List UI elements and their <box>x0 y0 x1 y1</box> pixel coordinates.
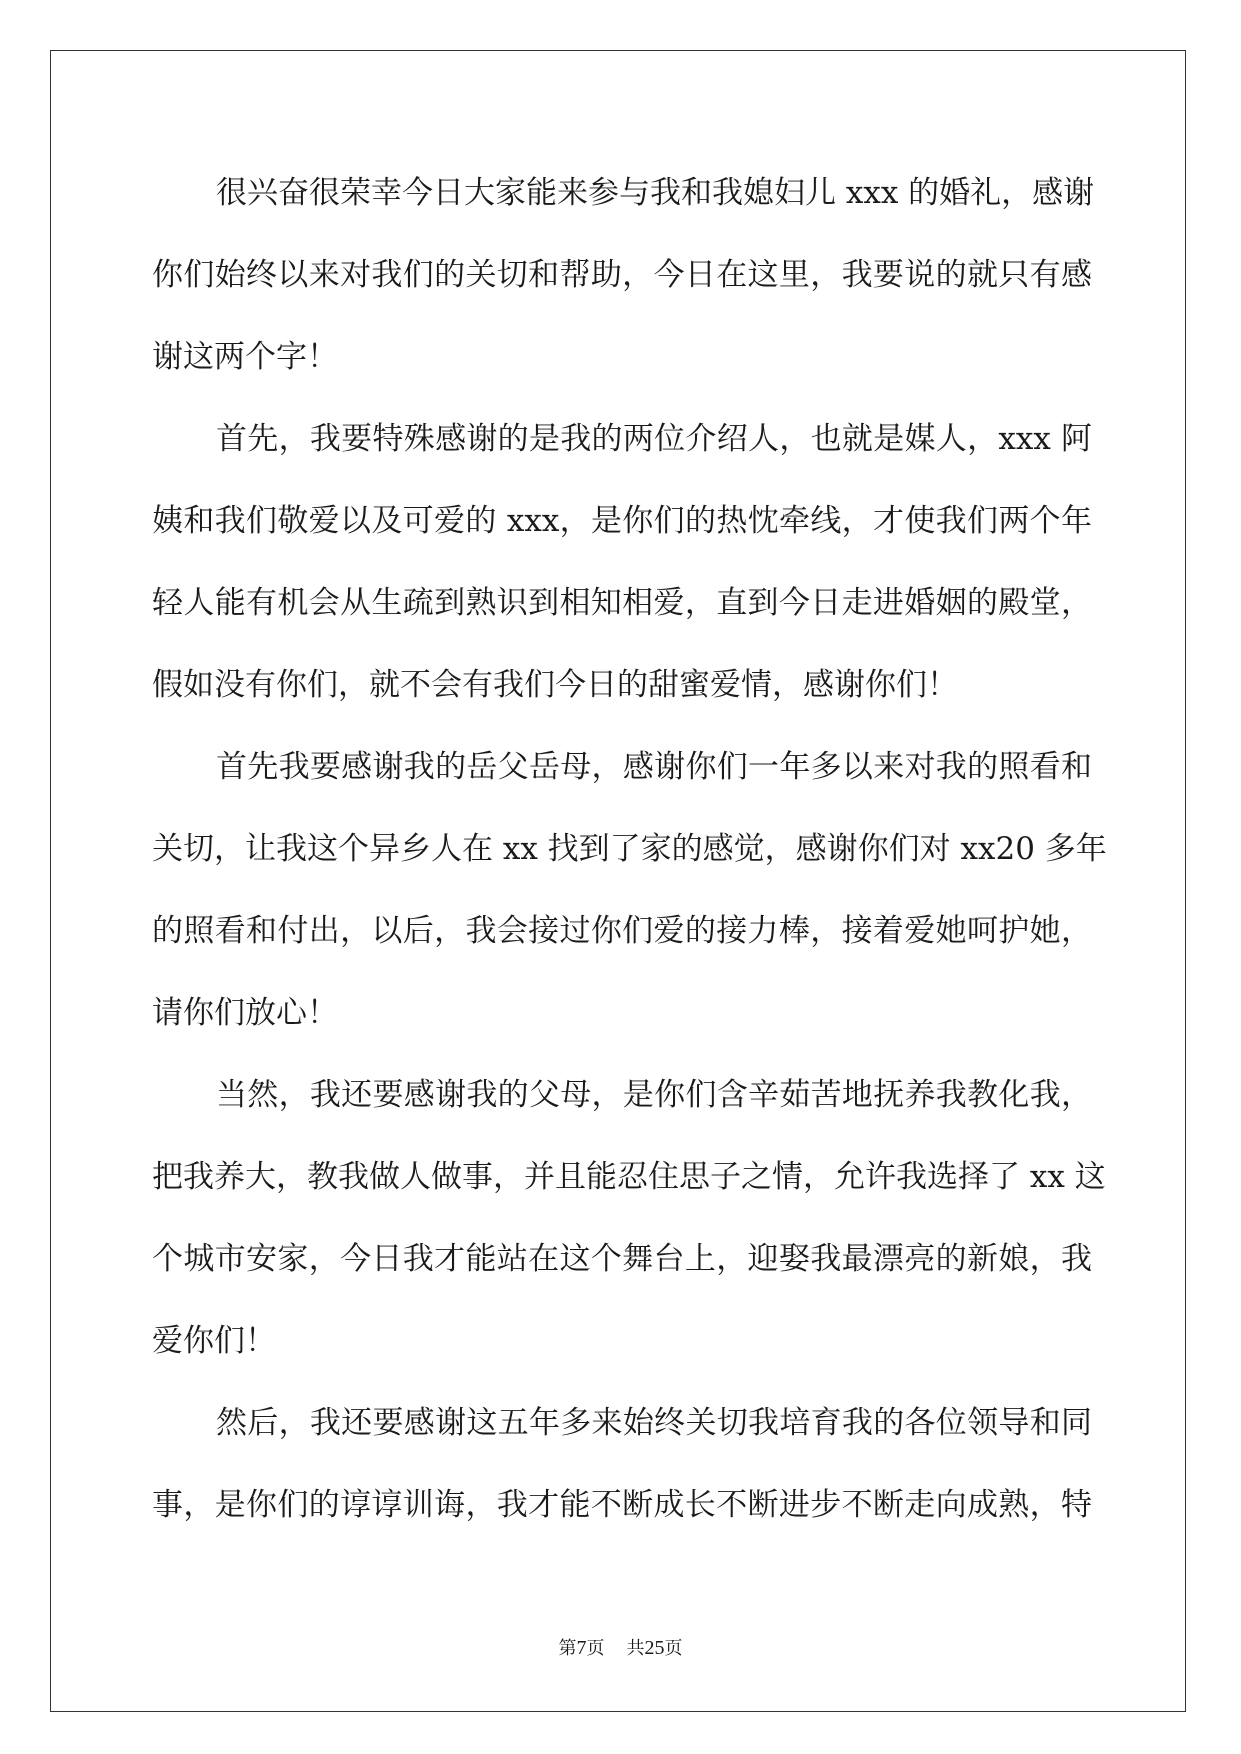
text-line: 首先我要感谢我的岳父岳母，感谢你们一年多以来对我的照看和 <box>216 749 1092 785</box>
text-line: 事，是你们的谆谆训诲，我才能不断成长不断进步不断走向成熟，特 <box>152 1487 1092 1523</box>
text-line: 轻人能有机会从生疏到熟识到相知相爱，直到今日走进婚姻的殿堂， <box>152 585 1092 621</box>
text-line: 首先，我要特殊感谢的是我的两位介绍人，也就是媒人，xxx 阿 <box>216 421 1092 457</box>
text-line: 的照看和付出，以后，我会接过你们爱的接力棒，接着爱她呵护她， <box>152 913 1092 949</box>
total-pages: 25 <box>644 1637 665 1659</box>
page-prefix: 第 <box>558 1638 577 1659</box>
text-line: 然后，我还要感谢这五年多来始终关切我培育我的各位领导和同 <box>216 1405 1092 1441</box>
text-line: 姨和我们敬爱以及可爱的 xxx，是你们的热忱牵线，才使我们两个年 <box>152 503 1092 539</box>
text-line: 你们始终以来对我们的关切和帮助，今日在这里，我要说的就只有感 <box>152 257 1092 293</box>
text-line: 关切，让我这个异乡人在 xx 找到了家的感觉，感谢你们对 xx20 多年 <box>152 831 1107 867</box>
total-prefix: 共 <box>626 1638 645 1659</box>
text-line: 把我养大，教我做人做事，并且能忍住思子之情，允许我选择了 xx 这 <box>152 1159 1106 1195</box>
page-footer <box>0 1636 1241 1661</box>
text-line: 很兴奋很荣幸今日大家能来参与我和我媳妇儿 xxx 的婚礼，感谢 <box>216 175 1095 211</box>
text-line: 当然，我还要感谢我的父母，是你们含辛茹苦地抚养我教化我， <box>216 1077 1092 1113</box>
text-line: 爱你们！ <box>152 1323 276 1359</box>
text-line: 假如没有你们，就不会有我们今日的甜蜜爱情，感谢你们！ <box>152 667 958 703</box>
page-number: 7 <box>576 1637 587 1659</box>
body-text <box>152 152 1107 1546</box>
text-line: 个城市安家，今日我才能站在这个舞台上，迎娶我最漂亮的新娘，我 <box>152 1241 1092 1277</box>
total-suffix: 页 <box>664 1638 683 1659</box>
page-suffix: 页 <box>586 1638 605 1659</box>
text-line: 请你们放心！ <box>152 995 338 1031</box>
text-line: 谢这两个字！ <box>152 339 338 375</box>
